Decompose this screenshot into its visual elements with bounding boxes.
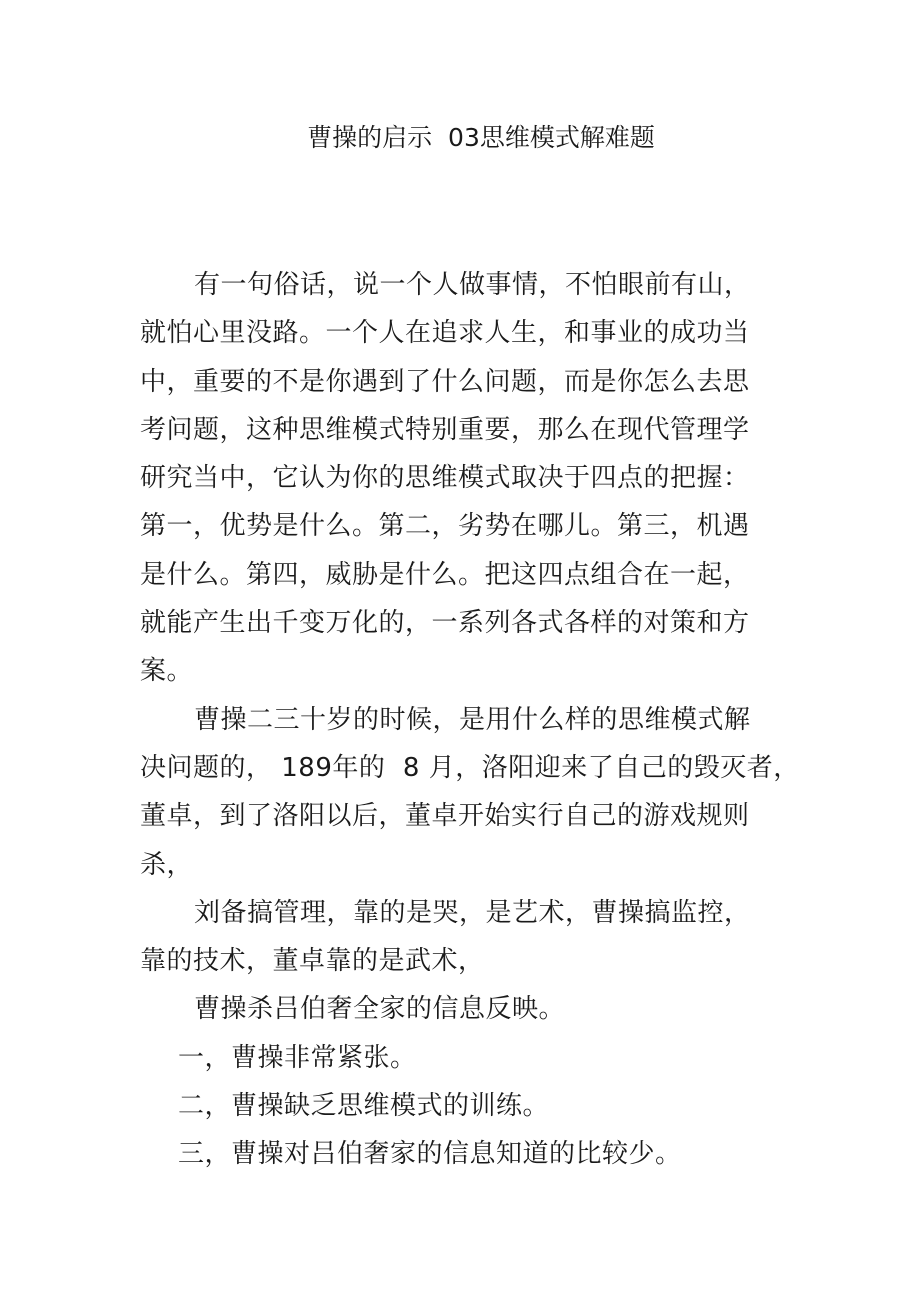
paragraph-line: 就怕心里没路。一个人在追求人生，和事业的成功当 xyxy=(140,318,750,349)
paragraph-line: 就能产生出千变万化的，一系列各式各样的对策和方 xyxy=(140,608,750,639)
paragraph-line: 董卓，到了洛阳以后，董卓开始实行自己的游戏规则 xyxy=(140,801,750,832)
list-item: 三，曹操对吕伯奢家的信息知道的比较少。 xyxy=(178,1139,682,1170)
document-title: 曹操的启示 03思维模式解难题 xyxy=(307,123,655,152)
paragraph-line: 曹操二三十岁的时候，是用什么样的思维模式解 xyxy=(194,704,751,735)
paragraph-line: 中，重要的不是你遇到了什么问题，而是你怎么去思 xyxy=(140,366,750,397)
paragraph-line: 是什么。第四，威胁是什么。把这四点组合在一起， xyxy=(140,559,750,590)
paragraph-line: 考问题，这种思维模式特别重要，那么在现代管理学 xyxy=(140,414,750,445)
paragraph-line: 杀， xyxy=(140,849,194,880)
list-item: 一，曹操非常紧张。 xyxy=(178,1042,417,1073)
paragraph-line: 决问题的， 189年的 8 月，洛阳迎来了自己的毁灭者， xyxy=(140,752,800,783)
document-body xyxy=(140,268,800,1186)
paragraph-line: 案。 xyxy=(140,656,194,687)
paragraph-line: 第一，优势是什么。第二，劣势在哪儿。第三，机遇 xyxy=(140,511,750,542)
paragraph-line: 研究当中，它认为你的思维模式取决于四点的把握： xyxy=(140,463,750,494)
paragraph-line: 有一句俗话，说一个人做事情，不怕眼前有山， xyxy=(194,270,751,300)
paragraph-line: 靠的技术，董卓靠的是武术， xyxy=(140,946,485,977)
paragraph-line: 曹操杀吕伯奢全家的信息反映。 xyxy=(194,994,566,1025)
paragraph-line: 刘备搞管理，靠的是哭，是艺术，曹操搞监控， xyxy=(194,897,751,928)
list-item: 二，曹操缺乏思维模式的训练。 xyxy=(178,1091,550,1122)
